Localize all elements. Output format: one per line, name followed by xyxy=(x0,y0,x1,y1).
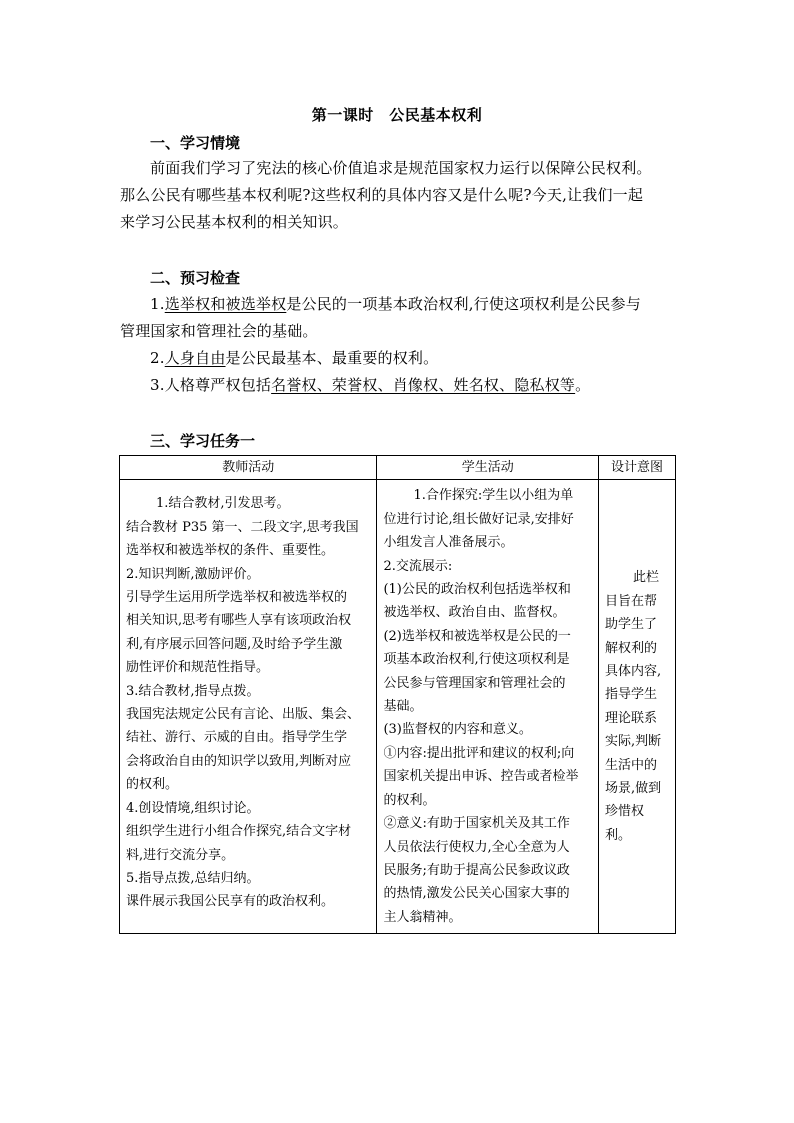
student-line: 国家机关提出申诉、控告或者检举 xyxy=(383,769,579,785)
table-header-row xyxy=(120,456,676,480)
page-title: 第一课时 公民基本权利 xyxy=(311,106,483,124)
paragraph-line: 来学习公民基本权利的相关知识。 xyxy=(120,213,349,231)
preview-item-1 xyxy=(120,291,680,318)
design-line: 场景,做到 xyxy=(605,780,662,796)
student-line: ①内容:提出批评和建议的权利;向 xyxy=(383,745,575,761)
section-heading-learning-task-one: 三、学习任务一 xyxy=(150,432,256,450)
teacher-line: 选举权和被选举权的条件、重要性。 xyxy=(126,543,335,559)
student-line: 小组发言人准备展示。 xyxy=(383,535,514,551)
design-intent-cell xyxy=(599,480,676,934)
teacher-line: 课件展示我国公民享有的政治权利。 xyxy=(126,894,335,910)
paragraph-line: 那么公民有哪些基本权利呢?这些权利的具体内容又是什么呢?今天,让我们一起 xyxy=(120,186,644,204)
teacher-line: 我国宪法规定公民有言论、出版、集会、 xyxy=(126,707,361,723)
teacher-line: 5.指导点拨,总结归纳。 xyxy=(126,870,260,886)
student-line: 2.交流展示: xyxy=(383,558,453,574)
teacher-line: 利,有序展示回答问题,及时给予学生激 xyxy=(126,636,343,652)
item-text: 是公民的一项基本政治权利,行使这项权利是公民参与 xyxy=(286,295,641,313)
design-line: 目旨在帮 xyxy=(605,593,658,609)
item-number: 2. xyxy=(150,349,165,367)
header-teacher-activity: 教师活动 xyxy=(120,456,377,480)
teacher-line: 1.结合教材,引发思考。 xyxy=(156,496,290,512)
teacher-line: 2.知识判断,激励评价。 xyxy=(126,566,260,582)
design-line: 实际,判断 xyxy=(605,734,662,750)
student-line: 基础。 xyxy=(383,699,423,715)
design-line: 珍惜权利。 xyxy=(605,804,645,843)
student-line: 的热情,激发公民关心国家大事的 xyxy=(383,886,570,902)
teacher-activity-cell xyxy=(120,480,377,934)
design-line: 生活中的 xyxy=(605,757,658,773)
design-line: 具体内容, xyxy=(605,663,662,679)
student-line: 的权利。 xyxy=(383,792,436,808)
answer-term: 选举权和被选举权 xyxy=(164,295,287,313)
student-line: 主人翁精神。 xyxy=(383,909,462,925)
student-line: (2)选举权和被选举权是公民的一 xyxy=(383,628,571,644)
student-line: (1)公民的政治权利包括选举权和 xyxy=(383,582,571,598)
student-line: 1.合作探究:学生以小组为单 xyxy=(413,488,574,504)
preview-item-1-continued: 管理国家和管理社会的基础。 xyxy=(120,322,318,340)
student-line: ②意义:有助于国家机关及其工作 xyxy=(383,816,570,832)
section-heading-learning-context: 一、学习情境 xyxy=(150,134,241,152)
learning-context-paragraph xyxy=(120,155,680,236)
section-heading-preview-check: 二、预习检查 xyxy=(150,269,241,287)
student-line: 公民参与管理国家和管理社会的 xyxy=(383,675,566,691)
teacher-line: 结合教材 P35 第一、二段文字,思考我国 xyxy=(126,519,359,535)
design-line: 此栏 xyxy=(633,570,660,586)
header-student-activity: 学生活动 xyxy=(377,456,599,480)
teacher-line: 励性评价和规范性指导。 xyxy=(126,660,270,676)
design-line: 指导学生 xyxy=(605,687,658,703)
student-line: 民服务;有助于提高公民参政议政 xyxy=(383,862,570,878)
teacher-line: 4.创设情境,组织讨论。 xyxy=(126,800,260,816)
student-line: 被选举权、政治自由、监督权。 xyxy=(383,605,566,621)
design-line: 理论联系 xyxy=(605,710,658,726)
student-line: 人员依法行使权力,全心全意为人 xyxy=(383,839,570,855)
header-design-intent: 设计意图 xyxy=(599,456,676,480)
table-row xyxy=(120,480,676,934)
item-number: 1. xyxy=(150,295,165,313)
student-line: (3)监督权的内容和意义。 xyxy=(383,722,532,738)
activity-table xyxy=(119,455,676,934)
teacher-line: 引导学生运用所学选举权和被选举权的 xyxy=(126,590,348,606)
teacher-line: 3.结合教材,指导点拨。 xyxy=(126,683,260,699)
design-line: 解权利的 xyxy=(605,640,658,656)
answer-term: 人身自由 xyxy=(164,349,226,367)
preview-check-list xyxy=(120,291,680,399)
student-line: 位进行讨论,组长做好记录,安排好 xyxy=(383,511,574,527)
preview-item-2 xyxy=(120,345,680,372)
teacher-line: 会将政治自由的知识学以致用,判断对应 xyxy=(126,753,352,769)
paragraph-line: 前面我们学习了宪法的核心价值追求是规范国家权力运行以保障公民权利。 xyxy=(150,159,652,177)
item-text: 是公民最基本、最重要的权利。 xyxy=(225,349,439,367)
student-activity-cell xyxy=(377,480,599,934)
student-line: 项基本政治权利,行使这项权利是 xyxy=(383,652,570,668)
answer-term: 名誉权、荣誉权、肖像权、姓名权、隐私权等 xyxy=(271,376,576,394)
item-text: 3.人格尊严权包括 xyxy=(150,376,272,394)
teacher-line: 结社、游行、示威的自由。指导学生学 xyxy=(126,730,348,746)
teacher-line: 组织学生进行小组合作探究,结合文字材 xyxy=(126,824,352,840)
teacher-line: 相关知识,思考有哪些人享有该项政治权 xyxy=(126,613,352,629)
preview-item-3 xyxy=(120,372,680,399)
teacher-line: 料,进行交流分享。 xyxy=(126,847,235,863)
design-line: 助学生了 xyxy=(605,617,658,633)
item-text: 。 xyxy=(575,376,591,394)
teacher-line: 的权利。 xyxy=(126,777,179,793)
